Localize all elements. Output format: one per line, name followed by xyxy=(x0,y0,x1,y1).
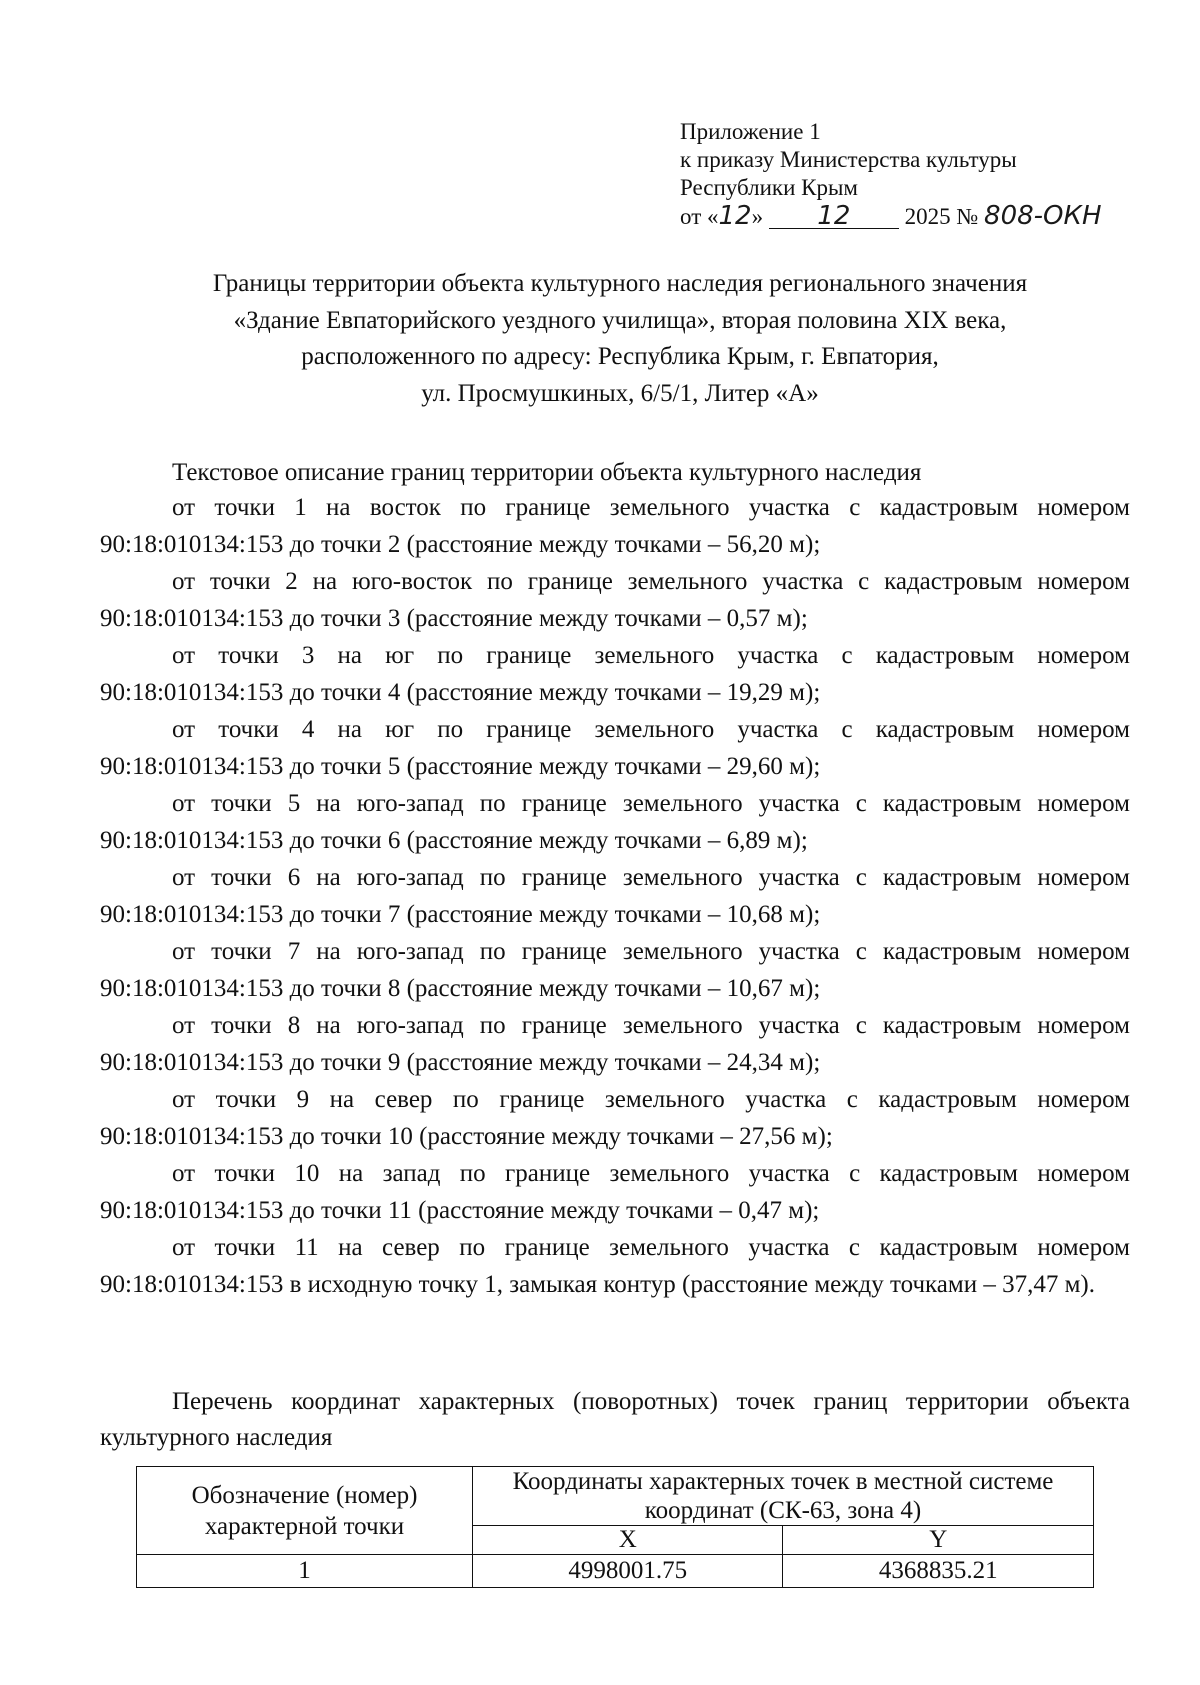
appendix-republic: Республики Крым xyxy=(680,175,858,200)
header-point-number: Обозначение (номер) характерной точки xyxy=(137,1467,473,1555)
date-day-handwritten: 12 xyxy=(718,201,752,231)
boundary-paragraph: от точки 5 на юго-запад по границе земельного участка с кадастровым номером 90:18:010134:153 до точки 6 (расстояние между точками – 6,89 м); xyxy=(100,790,1130,854)
order-number-handwritten: 808-ОКН xyxy=(984,201,1102,231)
date-mid: » xyxy=(751,204,764,229)
date-month-handwritten: 12 xyxy=(769,204,899,229)
appendix-title: Приложение 1 xyxy=(680,119,821,144)
header-coordinates: Координаты характерных точек в местной системе координат (СК-63, зона 4) xyxy=(473,1467,1094,1526)
header-x: X xyxy=(473,1526,783,1555)
cell-point: 1 xyxy=(137,1555,473,1588)
title-line-3: расположенного по адресу: Республика Крым, г. Евпатория, xyxy=(301,343,939,370)
document-title xyxy=(100,266,1140,412)
cell-y: 4368835.21 xyxy=(783,1555,1094,1588)
date-prefix: от « xyxy=(680,204,719,229)
coordinates-heading: Перечень координат характерных (поворотных) точек границ территории объекта культурного наследия xyxy=(100,1388,1130,1451)
boundary-paragraph: от точки 2 на юго-восток по границе земельного участка с кадастровым номером 90:18:010134:153 до точки 3 (расстояние между точками – 0,57 м); xyxy=(100,568,1130,632)
boundary-paragraph: от точки 7 на юго-запад по границе земельного участка с кадастровым номером 90:18:010134:153 до точки 8 (расстояние между точками – 10,67 м); xyxy=(100,938,1130,1002)
boundary-paragraph: от точки 9 на север по границе земельного участка с кадастровым номером 90:18:010134:153 до точки 10 (расстояние между точками – 27,56 м); xyxy=(100,1086,1130,1150)
boundary-paragraph: от точки 4 на юг по границе земельного участка с кадастровым номером 90:18:010134:153 до точки 5 (расстояние между точками – 29,60 м); xyxy=(100,716,1130,780)
boundary-paragraph: от точки 6 на юго-запад по границе земельного участка с кадастровым номером 90:18:010134:153 до точки 7 (расстояние между точками – 10,68 м); xyxy=(100,864,1130,928)
title-line-4: ул. Просмушкиных, 6/5/1, Литер «А» xyxy=(421,379,819,407)
boundary-description xyxy=(100,489,1130,1303)
description-heading: Текстовое описание границ территории объекта культурного наследия xyxy=(172,459,922,486)
title-line-2: «Здание Евпаторийского уездного училища», вторая половина XIX века, xyxy=(233,306,1007,334)
boundary-paragraph: от точки 1 на восток по границе земельного участка с кадастровым номером 90:18:010134:153 до точки 2 (расстояние между точками – 56,20 м); xyxy=(100,494,1130,558)
cell-x: 4998001.75 xyxy=(473,1555,783,1588)
date-year-number: 2025 № xyxy=(904,204,979,229)
boundary-paragraph: от точки 11 на север по границе земельного участка с кадастровым номером 90:18:010134:153 в исходную точку 1, замыкая контур (расстояние между точками – 37,47 м). xyxy=(100,1234,1130,1298)
table-header-row xyxy=(137,1467,1094,1526)
table-row xyxy=(137,1555,1094,1588)
title-line-1: Границы территории объекта культурного наследия регионального значения xyxy=(212,270,1028,297)
appendix-order-ref: к приказу Министерства культуры xyxy=(680,147,1017,172)
appendix-block xyxy=(680,118,1102,232)
header-y: Y xyxy=(783,1526,1094,1555)
boundary-paragraph: от точки 10 на запад по границе земельного участка с кадастровым номером 90:18:010134:153 до точки 11 (расстояние между точками – 0,47 м); xyxy=(100,1160,1130,1224)
appendix-date-line xyxy=(680,202,1102,232)
coordinates-table xyxy=(136,1466,1094,1588)
boundary-paragraph: от точки 3 на юг по границе земельного участка с кадастровым номером 90:18:010134:153 до точки 4 (расстояние между точками – 19,29 м); xyxy=(100,642,1130,706)
boundary-paragraph: от точки 8 на юго-запад по границе земельного участка с кадастровым номером 90:18:010134:153 до точки 9 (расстояние между точками – 24,34 м); xyxy=(100,1012,1130,1076)
